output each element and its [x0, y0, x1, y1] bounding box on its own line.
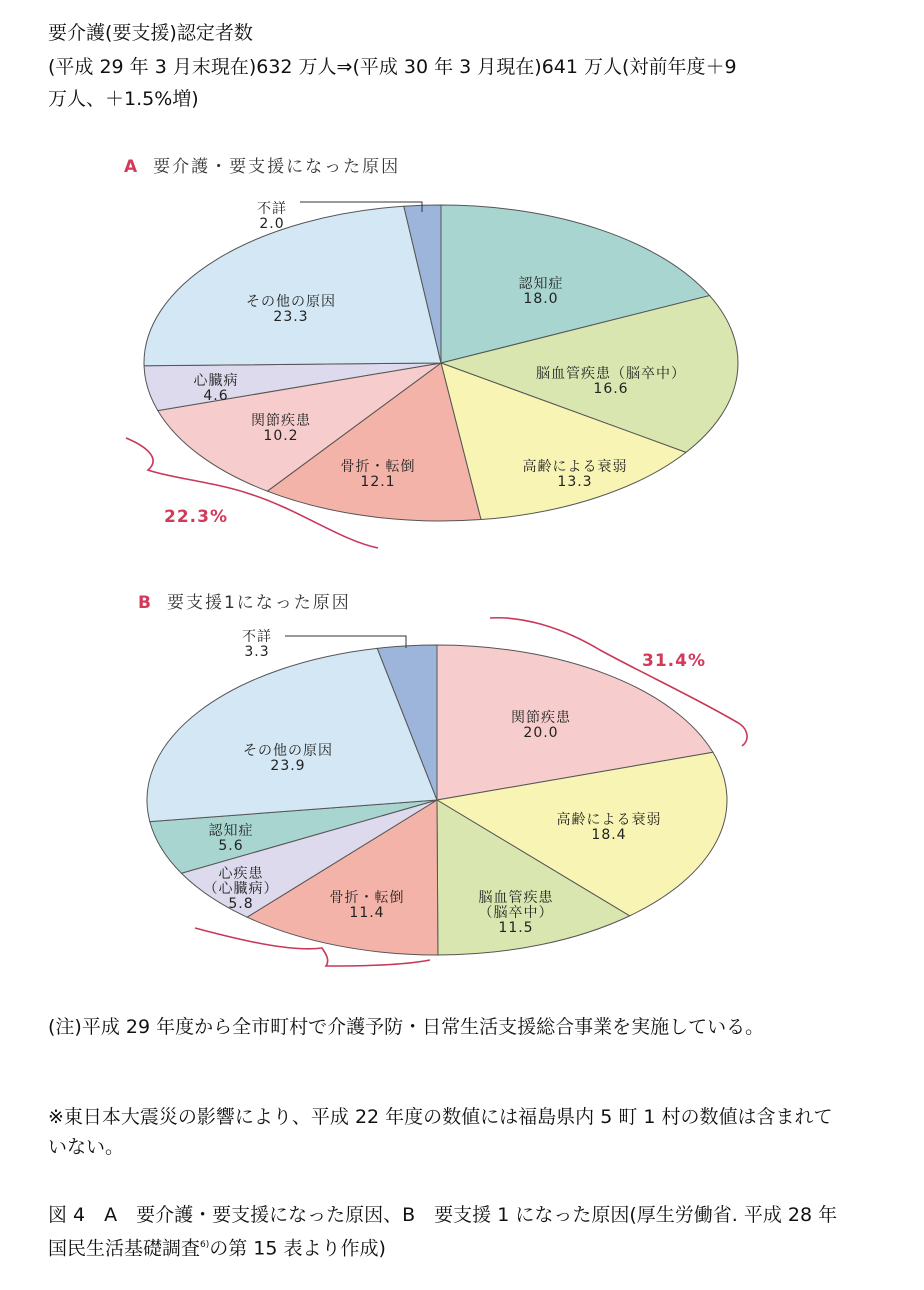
- figure-caption-end: の第 15 表より作成): [209, 1237, 386, 1260]
- chart-a-letter: A: [124, 157, 140, 177]
- figure-caption-ref: 6): [200, 1240, 210, 1250]
- pie-a-slice-name: 心臓病: [193, 373, 239, 389]
- pie-a-slice-name: 認知症: [518, 276, 564, 292]
- pie-b-slice-value: 5.8: [228, 896, 254, 912]
- pie-b-slice-name: 脳血管疾患: [478, 890, 554, 906]
- pie-a-slice-value: 4.6: [203, 388, 229, 404]
- pie-a-slice-name: 関節疾患: [251, 413, 311, 429]
- pie-b-slice-value: 5.6: [218, 838, 244, 854]
- pie-a-slice-value: 18.0: [523, 291, 559, 307]
- header-counts: (平成 29 年 3 月末現在)632 万人⇒(平成 30 年 3 月現在)641 万人(対前年度＋9: [48, 56, 737, 78]
- chart-a-title-text: 要介護・要支援になった原因: [153, 157, 401, 177]
- pie-b-slice-name: 心疾患: [218, 866, 264, 882]
- leader-line: [285, 636, 406, 648]
- pie-b-slice-value: 3.3: [244, 644, 270, 660]
- figure-caption-main: 図 4 A 要介護・要支援になった原因、B 要支援 1 になった原因(厚生労働省. 平成 28 年国民生活基礎調査: [48, 1204, 838, 1260]
- pie-a-slice-value: 23.3: [273, 309, 309, 325]
- bracket-total-label: 22.3%: [164, 507, 228, 527]
- bracket-total-label: 31.4%: [642, 651, 706, 671]
- pie-b-slice-value: 23.9: [270, 758, 306, 774]
- pie-a-slice-name: 骨折・転倒: [340, 459, 416, 475]
- pie-a-slice-name: 不詳: [257, 201, 287, 217]
- header-counts-cont: 万人、＋1.5%増): [48, 88, 199, 110]
- pie-b-slice-name: 認知症: [208, 823, 254, 839]
- pie-b-slice-value: 11.4: [349, 905, 385, 921]
- pie-b-slice-value: 18.4: [591, 827, 627, 843]
- pie-b-slice-name: 不詳: [242, 629, 272, 645]
- figure-caption: [48, 1200, 848, 1263]
- pie-a-slice-value: 10.2: [263, 428, 299, 444]
- pie-a-slice-value: 2.0: [259, 216, 285, 232]
- pie-a-slice-value: 12.1: [360, 474, 396, 490]
- pie-a-slice-name: その他の原因: [246, 294, 336, 310]
- pie-a-slice-name: 高齢による衰弱: [522, 459, 628, 475]
- pie-a-slice-value: 13.3: [557, 474, 593, 490]
- pie-a-slice-value: 16.6: [593, 381, 629, 397]
- pie-b-slice-name: 骨折・転倒: [329, 890, 405, 906]
- note-implementation: (注)平成 29 年度から全市町村で介護予防・日常生活支援総合事業を実施している。: [48, 1016, 765, 1038]
- header-title: 要介護(要支援)認定者数: [48, 22, 253, 44]
- note-earthquake: ※東日本大震災の影響により、平成 22 年度の数値には福島県内 5 町 1 村の数値は含まれていない。: [48, 1106, 833, 1158]
- pie-b-slice-name: （脳卒中）: [478, 905, 554, 921]
- pie-b-slice-name: その他の原因: [243, 743, 333, 759]
- chart-b-title-text: 要支援1になった原因: [166, 593, 351, 613]
- chart-b-letter: B: [138, 593, 153, 613]
- pie-b-slice-name: 高齢による衰弱: [556, 812, 662, 828]
- pie-b-slice-name: 関節疾患: [511, 710, 571, 726]
- pie-b-slice-name: （心臓病）: [203, 881, 279, 897]
- pie-b-slice-value: 11.5: [498, 920, 534, 936]
- pie-b-slice-value: 20.0: [523, 725, 559, 741]
- pie-a-slice-name: 脳血管疾患（脳卒中）: [536, 366, 686, 382]
